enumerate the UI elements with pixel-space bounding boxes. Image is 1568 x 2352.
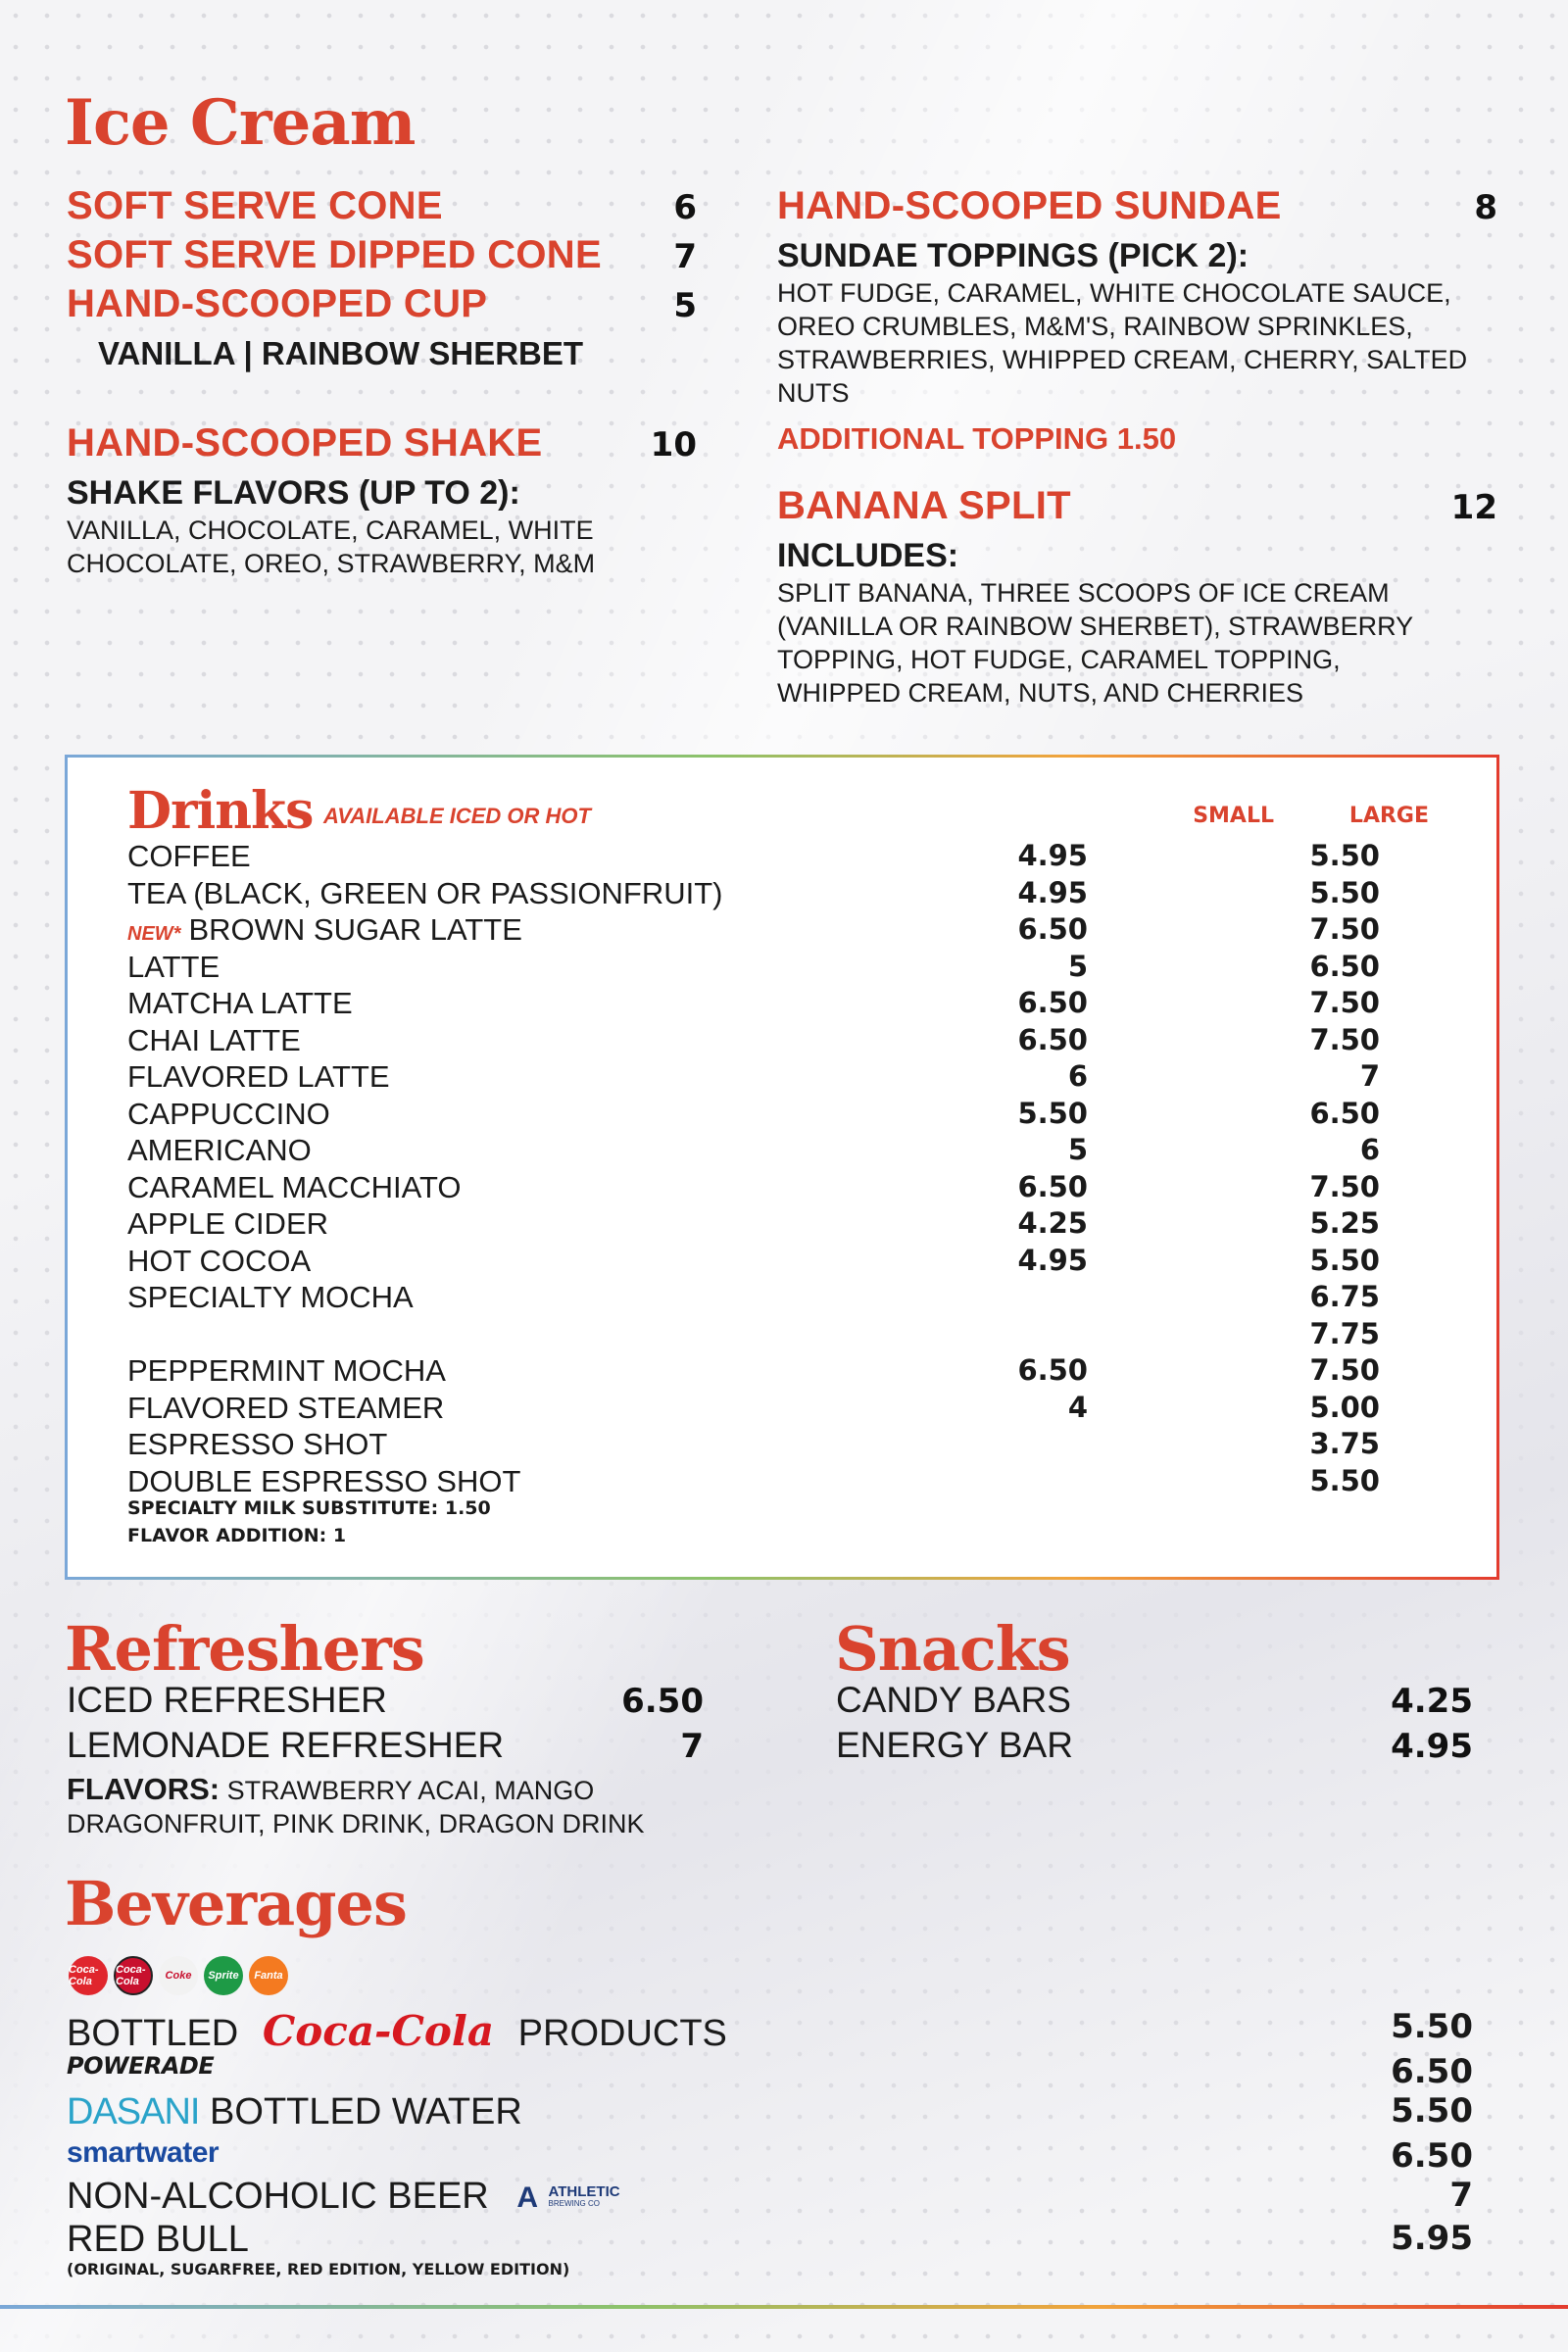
- drink-name-text: APPLE CIDER: [127, 1206, 329, 1241]
- drink-name-text: FLAVORED STEAMER: [127, 1390, 445, 1425]
- drink-name: [127, 876, 722, 911]
- beverages-title: Beverages: [65, 1868, 407, 1939]
- col-large-header: LARGE: [1348, 804, 1429, 828]
- menu-item-sundae: [777, 184, 1497, 228]
- drink-row: [127, 1097, 1431, 1133]
- drinks-title: Drinks: [127, 781, 314, 841]
- shake-flavors: VANILLA, CHOCOLATE, CARAMEL, WHITE CHOCOLATE, OREO, STRAWBERRY, M&M: [67, 515, 596, 578]
- drink-price-large: 5.00: [1309, 1390, 1380, 1424]
- item-price: 6: [673, 188, 697, 227]
- drink-price-large: 6.50: [1309, 949, 1380, 983]
- item-price: 10: [650, 425, 697, 465]
- flavor-addition-note: FLAVOR ADDITION: 1: [127, 1525, 347, 1546]
- drink-name-text: BROWN SUGAR LATTE: [188, 912, 522, 947]
- menu-item: [67, 1725, 704, 1766]
- drink-price-large: 6.50: [1309, 1096, 1380, 1130]
- smartwater-logo: smartwater: [67, 2136, 220, 2169]
- drink-price-small: 6: [1067, 1059, 1088, 1093]
- drink-price-small: 6.50: [1017, 986, 1088, 1019]
- athletic-name: ATHLETIC: [548, 2182, 620, 2200]
- bottled-label: [67, 2007, 727, 2055]
- drink-name: [127, 950, 220, 985]
- redbull-note: (ORIGINAL, SUGARFREE, RED EDITION, YELLOW EDITION): [67, 2260, 570, 2278]
- athletic-sub: BREWING CO: [548, 2198, 600, 2208]
- menu-item-banana-split: [777, 484, 1497, 528]
- drink-price-large: 5.25: [1309, 1206, 1380, 1240]
- additional-topping: ADDITIONAL TOPPING 1.50: [777, 421, 1177, 456]
- drink-price-large: 7.50: [1309, 1169, 1380, 1203]
- drink-price-large: 7.50: [1309, 986, 1380, 1019]
- drink-price-small: 4.95: [1017, 1243, 1088, 1277]
- new-badge: NEW*: [127, 923, 181, 945]
- drink-name: [127, 1244, 311, 1279]
- coca-cola-zero-logo: Coca-Cola: [114, 1956, 153, 1995]
- drink-price-small: 6.50: [1017, 1022, 1088, 1056]
- drink-row: [127, 1464, 1431, 1500]
- item-price: 5: [673, 286, 697, 325]
- drink-name-text: CARAMEL MACCHIATO: [127, 1169, 462, 1204]
- cup-flavors: VANILLA | RAINBOW SHERBET: [98, 335, 584, 371]
- drink-price-large: 7.50: [1309, 1022, 1380, 1056]
- drink-price-small: 5: [1067, 949, 1088, 983]
- item-name: HAND-SCOOPED CUP: [67, 282, 488, 325]
- drink-price-large: 5.50: [1309, 1463, 1380, 1497]
- menu-item: [67, 1680, 704, 1721]
- drink-row: [127, 950, 1431, 986]
- drink-name-text: ESPRESSO SHOT: [127, 1427, 388, 1461]
- drinks-subtitle: AVAILABLE ICED OR HOT: [323, 804, 591, 828]
- drink-name: [127, 1170, 461, 1205]
- drink-price-large: 6.75: [1309, 1280, 1380, 1313]
- drink-row: [127, 839, 1431, 875]
- nab-label: [67, 2176, 620, 2218]
- diet-coke-logo: Coke: [159, 1956, 198, 1995]
- drink-name: [127, 839, 251, 874]
- item-price: 5.95: [1391, 2219, 1473, 2258]
- item-price: 7: [680, 1727, 704, 1766]
- drink-price-small: 6.50: [1017, 1169, 1088, 1203]
- drink-row: [127, 1023, 1431, 1059]
- drink-name-text: CHAI LATTE: [127, 1022, 301, 1057]
- menu-item: [67, 233, 697, 277]
- drink-name-text: COFFEE: [127, 839, 251, 873]
- drink-name: [127, 1427, 387, 1462]
- item-price: 6.50: [1391, 2136, 1473, 2176]
- drink-row: [127, 876, 1431, 912]
- footer-gradient-line: [0, 2305, 1568, 2309]
- snacks-title: Snacks: [835, 1613, 1070, 1685]
- drink-name: [127, 1280, 414, 1315]
- drink-price-large: 7.75: [1309, 1316, 1380, 1350]
- sundae-toppings: HOT FUDGE, CARAMEL, WHITE CHOCOLATE SAUCE, OREO CRUMBLES, M&M'S, RAINBOW SPRINKLES, STRAWBERRIES, WHIPPED CREAM, CHERRY, SALTED NUTS: [777, 278, 1468, 408]
- flavors-line1: STRAWBERRY ACAI, MANGO: [226, 1776, 595, 1805]
- drink-price-large: 3.75: [1309, 1427, 1380, 1460]
- banana-split-includes: SPLIT BANANA, THREE SCOOPS OF ICE CREAM (VANILLA OR RAINBOW SHERBET), STRAWBERRY TOPPING, HOT FUDGE, CARAMEL TOPPING, WHIPPED CREAM, NUTS, AND CHERRIES: [777, 578, 1413, 708]
- coca-cola-script-logo: Coca-Cola: [262, 2007, 495, 2055]
- item-price: 5.50: [1391, 2007, 1473, 2046]
- drink-price-large: 7: [1359, 1059, 1380, 1093]
- flavors-label: FLAVORS:: [67, 1772, 220, 1806]
- drink-name: [127, 1023, 301, 1058]
- fanta-logo: Fanta: [249, 1956, 288, 1995]
- drink-name-text: CAPPUCCINO: [127, 1096, 330, 1131]
- drink-name-text: SPECIALTY MOCHA: [127, 1280, 414, 1314]
- drink-row: [127, 1317, 1431, 1353]
- col-small-header: SMALL: [1193, 804, 1274, 828]
- powerade-logo: POWERADE: [67, 2052, 215, 2080]
- drink-name-text: HOT COCOA: [127, 1243, 312, 1278]
- item-name: SOFT SERVE DIPPED CONE: [67, 233, 602, 276]
- banana-split-includes-label: INCLUDES:: [777, 537, 959, 574]
- bev-row-bottled-coke: [67, 2007, 1473, 2055]
- drink-price-small: 5: [1067, 1133, 1088, 1166]
- dasani-logo: DASANI: [67, 2091, 200, 2132]
- nab-name: NON-ALCOHOLIC BEER: [67, 2176, 489, 2217]
- drink-row: [127, 1244, 1431, 1280]
- athletic-a-icon: A: [516, 2180, 538, 2214]
- coca-cola-logo: Coca-Cola: [69, 1956, 108, 1995]
- drink-name-text: MATCHA LATTE: [127, 986, 353, 1020]
- drink-row: [127, 1133, 1431, 1169]
- menu-item: [67, 184, 697, 228]
- bottled-prefix: BOTTLED: [67, 2013, 239, 2054]
- drink-row: [127, 986, 1431, 1022]
- drink-price-small: 4: [1067, 1390, 1088, 1424]
- drink-name: [127, 1391, 444, 1426]
- drink-row: [127, 1059, 1431, 1096]
- item-name: LEMONADE REFRESHER: [67, 1725, 505, 1765]
- bev-row-smartwater: [67, 2136, 1473, 2176]
- bev-row-nab: [67, 2176, 1473, 2215]
- drink-name-text: TEA (BLACK, GREEN OR PASSIONFRUIT): [127, 875, 723, 910]
- flavors-line2: DRAGONFRUIT, PINK DRINK, DRAGON DRINK: [67, 1809, 645, 1838]
- drink-name-text: LATTE: [127, 949, 220, 984]
- drink-name: [127, 1464, 520, 1499]
- dasani-suffix: BOTTLED WATER: [210, 2091, 522, 2132]
- sprite-logo: Sprite: [204, 1956, 243, 1995]
- drink-name: [127, 1059, 390, 1095]
- drink-name: [127, 986, 353, 1021]
- redbull-name: RED BULL: [67, 2219, 249, 2260]
- drink-name-text: AMERICANO: [127, 1133, 312, 1167]
- drink-name-text: DOUBLE ESPRESSO SHOT: [127, 1463, 521, 1498]
- drink-price-small: 6.50: [1017, 912, 1088, 946]
- drink-row: [127, 1206, 1431, 1243]
- drink-name: [127, 912, 522, 948]
- shake-flavors-label: SHAKE FLAVORS (UP TO 2):: [67, 474, 520, 512]
- item-price: 6.50: [621, 1682, 704, 1721]
- item-name: HAND-SCOOPED SHAKE: [67, 421, 543, 465]
- athletic-logo: [516, 2180, 620, 2214]
- drink-price-small: 4.95: [1017, 839, 1088, 872]
- item-name: BANANA SPLIT: [777, 484, 1071, 527]
- item-name: ICED REFRESHER: [67, 1680, 387, 1720]
- refresher-flavors: [67, 1772, 594, 1807]
- drink-name-text: PEPPERMINT MOCHA: [127, 1353, 446, 1388]
- item-price: 6.50: [1391, 2052, 1473, 2091]
- drink-row: [127, 1391, 1431, 1427]
- drink-name-text: FLAVORED LATTE: [127, 1059, 390, 1094]
- drink-price-large: 5.50: [1309, 875, 1380, 909]
- drink-price-large: 7.50: [1309, 1353, 1380, 1387]
- drink-price-large: 5.50: [1309, 1243, 1380, 1277]
- drink-row: [127, 1170, 1431, 1206]
- bev-row-redbull: [67, 2219, 1473, 2258]
- menu-item: [67, 282, 697, 326]
- item-name: CANDY BARS: [836, 1680, 1071, 1720]
- drink-row: [127, 1280, 1431, 1316]
- drink-name: [127, 1206, 328, 1242]
- drink-price-large: 5.50: [1309, 839, 1380, 872]
- drink-name: [127, 1353, 446, 1389]
- sundae-toppings-label: SUNDAE TOPPINGS (PICK 2):: [777, 237, 1250, 274]
- bev-row-dasani: [67, 2091, 1473, 2131]
- drink-name: [127, 1133, 312, 1168]
- item-name: HAND-SCOOPED SUNDAE: [777, 184, 1282, 227]
- drink-name: [127, 1097, 330, 1132]
- drink-price-large: 6: [1359, 1133, 1380, 1166]
- item-price: 12: [1450, 488, 1497, 527]
- refreshers-title: Refreshers: [65, 1613, 424, 1685]
- item-price: 7: [673, 237, 697, 276]
- item-name: SOFT SERVE CONE: [67, 184, 443, 227]
- drink-row: [127, 1427, 1431, 1463]
- drink-price-small: 6.50: [1017, 1353, 1088, 1387]
- item-price: 8: [1474, 188, 1497, 227]
- item-name: ENERGY BAR: [836, 1725, 1073, 1765]
- drink-row: [127, 912, 1431, 949]
- item-price: 4.95: [1391, 1727, 1473, 1766]
- item-price: 4.25: [1391, 1682, 1473, 1721]
- drink-price-small: 5.50: [1017, 1096, 1088, 1130]
- bottled-suffix: PRODUCTS: [517, 2013, 727, 2054]
- dasani-label: [67, 2091, 522, 2133]
- ice-cream-title: Ice Cream: [65, 86, 416, 160]
- item-price: 7: [1449, 2176, 1473, 2215]
- menu-item: [836, 1725, 1473, 1766]
- milk-substitute-note: SPECIALTY MILK SUBSTITUTE: 1.50: [127, 1497, 491, 1519]
- menu-item: [836, 1680, 1473, 1721]
- drink-price-small: 4.95: [1017, 875, 1088, 909]
- drink-row: [127, 1353, 1431, 1390]
- bev-row-powerade: [67, 2052, 1473, 2091]
- item-price: 5.50: [1391, 2091, 1473, 2131]
- drink-price-large: 7.50: [1309, 912, 1380, 946]
- drink-price-small: 4.25: [1017, 1206, 1088, 1240]
- menu-item-shake: [67, 421, 697, 466]
